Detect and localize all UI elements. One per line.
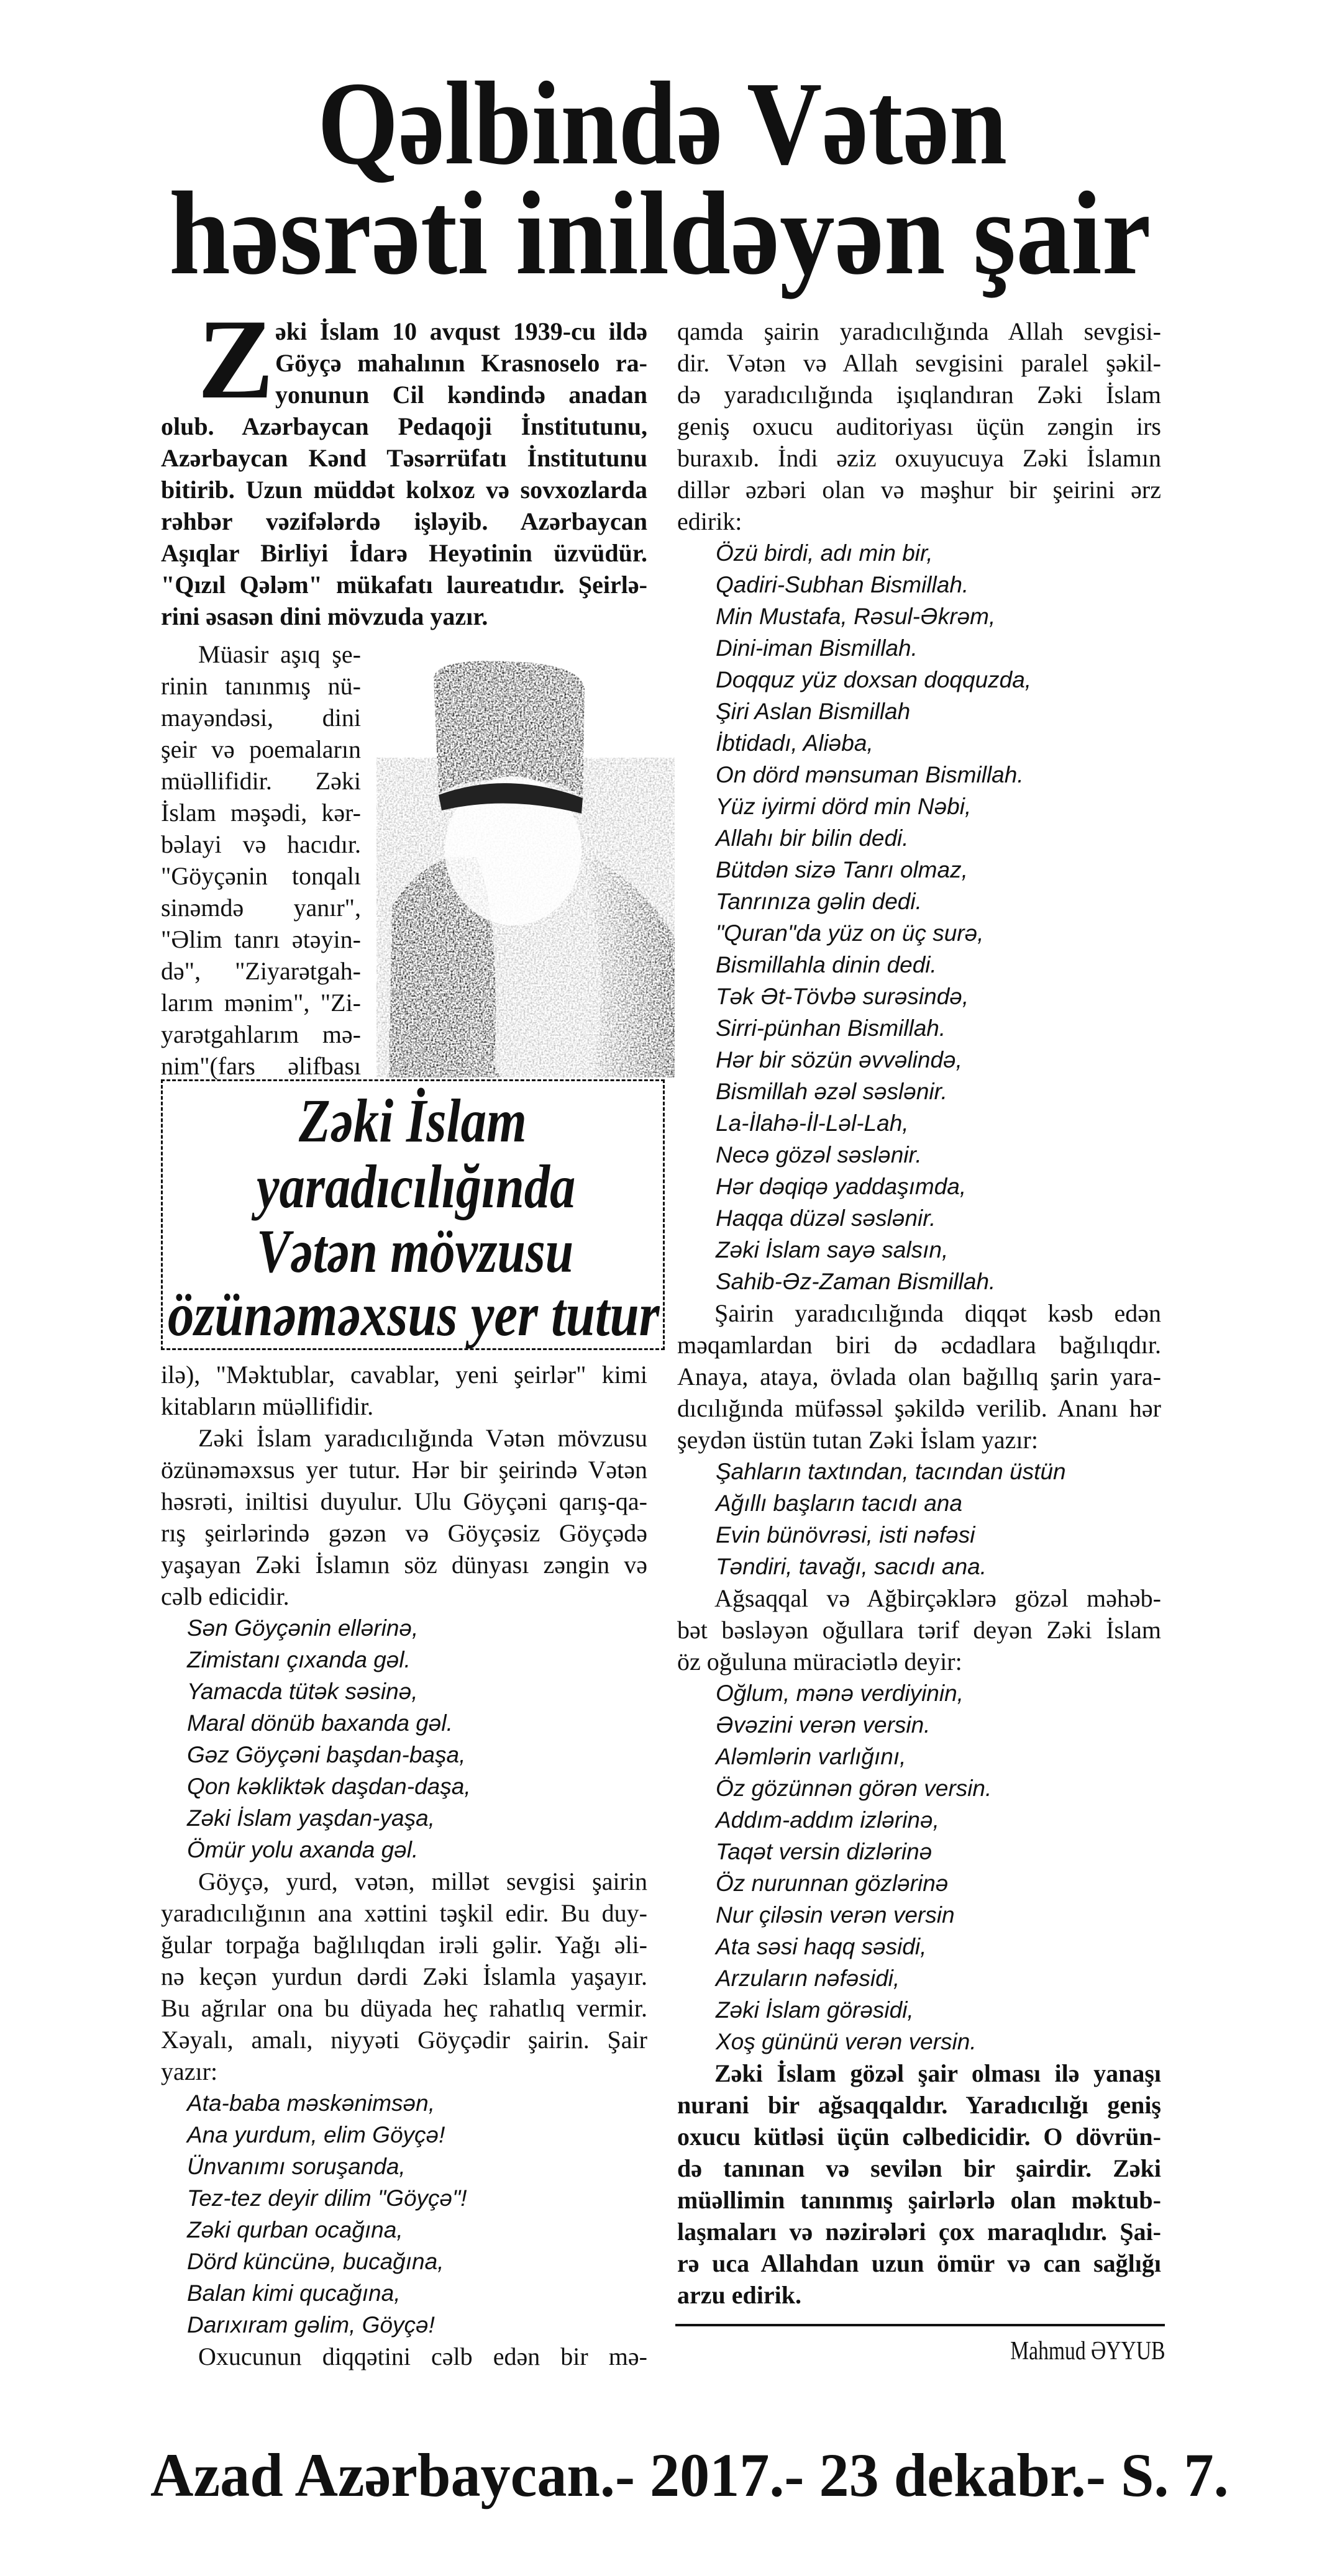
paragraph [161,1422,647,1612]
text-line: nə keçən yurdun dərdi Zəki İslamla yaşayır. [161,1962,647,1990]
author-name: Mahmud ƏYYUB [1010,2337,1165,2365]
text-line: həsrəti, iniltisi duyulur. Ulu Göyçəni qarış-qa- [161,1487,647,1515]
headline-text: həsrəti inildəyən şair [169,167,1151,299]
poem-line: Maral dönüb baxanda gəl. [187,1710,453,1736]
text-line: Xəyalı, amalı, niyyəti Göyçədir şairin. Şair [161,2026,647,2054]
text-line: rini əsasən dini mövzuda yazır. [161,602,488,630]
source-citation [150,2441,1229,2510]
text-line: Zəki İslam yaradıcılığında Vətən mövzusu [198,1424,647,1452]
poem-line: Bismillahla dinin dedi. [716,952,937,977]
text-line: edirik: [677,507,742,535]
text-line: mayəndəsi, dini [161,704,361,732]
poem-line: Dini-iman Bismillah. [716,635,918,661]
poem-line: Haqqa düzəl səslənir. [716,1205,936,1231]
poem-line: "Quran"da yüz on üç surə, [716,920,984,946]
text-line: Oxucunun diqqətini cəlb edən bir mə- [198,2342,647,2370]
paragraph [161,1866,647,2087]
text-line: sinəmdə yanır", [161,894,361,922]
poem-line: Evin bünövrəsi, isti nəfəsi [716,1522,975,1548]
text-line: müəllimin tanınmış şairlərlə olan məktub- [677,2186,1161,2214]
text-line: Müasir aşıq şe- [198,640,361,668]
text-line: İslam məşədi, kər- [161,799,361,827]
text-line: də yaradıcılığında işıqlandıran Zəki İslam [677,381,1161,409]
paragraph [677,1297,1161,1456]
text-line: oxucu kütləsi üçün cəlbedicidir. O dövrün- [677,2123,1161,2151]
text-line: yazır: [161,2057,218,2085]
text-line: olub. Azərbaycan Pedaqoji İnstitutunu, [161,412,647,440]
poem-stanza [677,537,1161,1297]
text-line: larım mənim", "Zi- [161,989,361,1017]
headline-line-1 [317,57,1008,189]
poem-line: Ağıllı başların tacıdı ana [716,1490,962,1516]
article-intro [161,315,647,632]
text-line: buraxıb. İndi əziz oxuyucuya Zəki İslamın [677,444,1161,472]
poem-line: Hər bir sözün əvvəlində, [716,1047,962,1073]
poem-line: Ana yurdum, elim Göyçə! [187,2122,445,2147]
text-line: də tanınan və sevilən bir şairdir. Zəki [677,2154,1161,2182]
text-line: rə uca Allahdan uzun ömür və can sağlığı [677,2249,1161,2277]
poem-line: Zəki qurban ocağına, [187,2217,403,2243]
text-line: şeir və poemaların [161,735,361,763]
poem-stanza [161,2087,647,2341]
paragraph [161,2341,647,2372]
poem-line: Əvəzini verən versin. [716,1712,931,1738]
poem-line: Sahib-Əz-Zaman Bismillah. [716,1269,996,1294]
author-byline [901,2336,1165,2366]
poem-line: Balan kimi qucağına, [187,2280,401,2306]
pull-quote-line [257,1219,573,1284]
text-line: də", "Ziyarətgah- [161,957,361,985]
text-line: nurani bir ağsaqqaldır. Yaradıcılığı geniş [677,2091,1161,2119]
text-line: "Göyçənin tonqalı [161,862,361,890]
poem-stanza [677,1677,1161,2057]
paragraph [161,1359,647,1422]
text-line: Göyçə, yurd, vətən, millət sevgisi şairin [198,1867,647,1895]
pull-quote-text: yaradıcılığında [257,1152,576,1221]
text-line: rinin tanınmış nü- [161,672,361,700]
text-line: Zəki İslam gözəl şair olması ilə yanaşı [714,2059,1161,2087]
text-line: laşmaları və nəzirələri çox maraqlıdır. Şai- [677,2218,1161,2246]
text-line: dillər əzbəri olan və məşhur bir şeirini ərz [677,476,1161,504]
poem-stanza [677,1456,1161,1582]
text-line: rəhbər vəzifələrdə işləyib. Azərbaycan [161,507,647,535]
poem-line: Öz nurunnan gözlərinə [716,1871,949,1896]
poem-line: Qadiri-Subhan Bismillah. [716,572,969,597]
poem-line: Min Mustafa, Rəsul-Əkrəm, [716,604,996,629]
poem-line: İbtidadı, Aliəba, [716,730,873,756]
text-line: bəlayi və hacıdır. [161,830,361,858]
poem-line: Sirri-pünhan Bismillah. [716,1015,946,1041]
poem-line: Gəz Göyçəni başdan-başa, [187,1742,466,1767]
text-line: kitabların müəllifidir. [161,1392,374,1420]
text-line: yaradıcılığının ana xəttini təşkil edir. Bu duy- [161,1899,647,1927]
poem-line: Nur çiləsin verən versin [716,1902,955,1928]
poem-line: Zimistanı çıxanda gəl. [187,1647,411,1672]
poem-line: Qon kəkliktək daşdan-daşa, [187,1774,471,1799]
divider-rule [675,2324,1165,2326]
text-line: "Qızıl Qələm" mükafatı laureatıdır. Şeirlə- [161,571,647,599]
text-line: arzu edirik. [677,2281,801,2309]
paragraph [677,315,1161,537]
poem-line: Dörd küncünə, bucağına, [187,2249,444,2274]
text-line: Şairin yaradıcılığında diqqət kəsb edən [714,1299,1161,1327]
headline-text: Qəlbində Vətən [317,57,1008,189]
poem-line: Tez-tez deyir dilim "Göyçə"! [187,2185,467,2211]
poem-line: Təndiri, tavağı, sacıdı ana. [716,1554,987,1579]
text-line: bət bəsləyən oğullara tərif deyən Zəki İslam [677,1616,1161,1644]
text-line: Göyçə mahalının Krasnoselo ra- [275,349,647,377]
article-left-body [161,1359,647,2372]
poem-line: On dörd mənsuman Bismillah. [716,762,1024,787]
poem-line: Doqquz yüz doxsan doqquzda, [716,667,1032,692]
headline-line-2 [169,167,1151,299]
text-line: Anaya, ataya, övlada olan bağıllıq şarin yara- [677,1363,1161,1390]
poet-photo [376,646,675,1077]
pull-quote-box [161,1079,665,1350]
text-line: yarətgahlarım mə- [161,1020,361,1048]
poem-line: Necə gözəl səslənir. [716,1142,922,1168]
text-line: dir. Vətən və Allah sevgisini paralel şəkil- [677,349,1161,377]
text-line: ğular torpağa bağlılıqdan irəli gəlir. Yağı əli- [161,1931,647,1959]
poem-line: Öz gözünnən görən versin. [716,1776,992,1801]
text-line: Azərbaycan Kənd Təsərrüfatı İnstitutunu [161,444,647,472]
text-line: nim"(fars əlifbası [161,1052,361,1080]
article-narrow-column [161,638,361,1082]
portrait-image [376,646,675,1077]
text-line: öz oğuluna müraciətlə deyir: [677,1648,962,1676]
poem-line: Şahların taxtından, tacından üstün [716,1459,1066,1484]
poem-line: Ömür yolu axanda gəl. [187,1837,419,1862]
text-line: Bu ağrılar ona bu düyada heç rahatlıq vermir. [161,1994,647,2022]
text-line: özünəməxsus yer tutur. Hər bir şeirində Vətən [161,1456,647,1484]
poem-line: Sən Göyçənin ellərinə, [187,1615,419,1641]
text-line: bitirib. Uzun müddət kolxoz və sovxozlarda [161,476,647,504]
text-line: şeydən üstün tutan Zəki İslam yazır: [677,1426,1038,1454]
poem-line: Ünvanımı soruşanda, [187,2154,406,2179]
pull-quote-line [168,1282,660,1347]
poem-line: Xoş gününü verən versin. [716,2029,977,2054]
poem-line: Arzuların nəfəsidi, [716,1966,900,1991]
poem-line: Bismillah əzəl səslənir. [716,1079,947,1104]
poem-line: Ata səsi haqq səsidi, [716,1934,927,1959]
text-line: müəllifidir. Zəki [161,767,361,795]
poem-line: Addım-addım izlərinə, [716,1807,939,1833]
poem-line: Ata-baba məskənimsən, [187,2090,435,2116]
poem-line: Zəki İslam yaşdan-yaşa, [187,1805,435,1831]
pull-quote-text: Vətən mövzusu [257,1217,574,1286]
poem-line: Darıxıram gəlim, Göyçə! [187,2312,435,2338]
text-line: rış şeirlərində gəzən və Göyçəsiz Göyçədə [161,1519,647,1547]
poem-line: Aləmlərin varlığını, [716,1744,906,1769]
pull-quote-text: özünəməxsus yer tutur [168,1280,660,1349]
citation-text: Azad Azərbaycan.- 2017.- 23 dekabr.- S. 7. [150,2441,1229,2510]
poem-line: Taqət versin dizlərinə [716,1839,933,1864]
pull-quote-line [299,1086,527,1155]
pull-quote-line [257,1154,575,1219]
poem-line: Zəki İslam sayə salsın, [716,1237,949,1263]
text-line: Ağsaqqal və Ağbirçəklərə gözəl məhəb- [714,1584,1161,1612]
poem-line: La-İlahə-İl-Ləl-Lah, [716,1110,909,1136]
text-line: dıcılığında müfəssəl şəkildə verilib. Ananı hər [677,1394,1161,1422]
text-line: Aşıqlar Birliyi İdarə Heyətinin üzvüdür. [161,539,647,567]
text-line: yaşayan Zəki İslamın söz dünyası zəngin və [161,1551,647,1579]
poem-line: Şiri Aslan Bismillah [716,699,911,724]
poem-line: Özü birdi, adı min bir, [716,540,933,566]
poem-line: Hər dəqiqə yaddaşımda, [716,1174,967,1199]
poem-line: Oğlum, mənə verdiyinin, [716,1680,964,1706]
article-right-body [677,315,1161,2311]
text-line: cəlb edicidir. [161,1582,290,1610]
poem-line: Bütdən sizə Tanrı olmaz, [716,857,968,882]
text-line: yonunun Cil kəndində anadan [275,381,647,409]
text-line: məqamlardan biri də əcdadlara bağılıqdır. [677,1331,1161,1359]
drop-cap: Z [198,296,274,422]
poem-line: Zəki İslam görəsidi, [716,1997,914,2023]
text-line: ilə), "Məktublar, cavablar, yeni şeirlər" kimi [161,1361,647,1389]
pull-quote-text: Zəki İslam [299,1086,527,1155]
text-line: geniş oxucu auditoriyası üçün zəngin irs [677,412,1161,440]
poem-line: Tək Ət-Tövbə surəsində, [716,984,969,1009]
poem-line: Yüz iyirmi dörd min Nəbi, [716,794,972,819]
poem-line: Tanrınıza gəlin dedi. [716,889,922,914]
text-line: əki İslam 10 avqust 1939-cu ildə [275,317,647,345]
paragraph [677,2057,1161,2311]
text-line: "Əlim tanrı ətəyin- [161,925,361,953]
text-line: qamda şairin yaradıcılığında Allah sevgisi- [677,317,1161,345]
poem-stanza [161,1612,647,1866]
poem-line: Allahı bir bilin dedi. [716,825,909,851]
poem-line: Yamacda tütək səsinə, [187,1679,418,1704]
paragraph [677,1582,1161,1677]
